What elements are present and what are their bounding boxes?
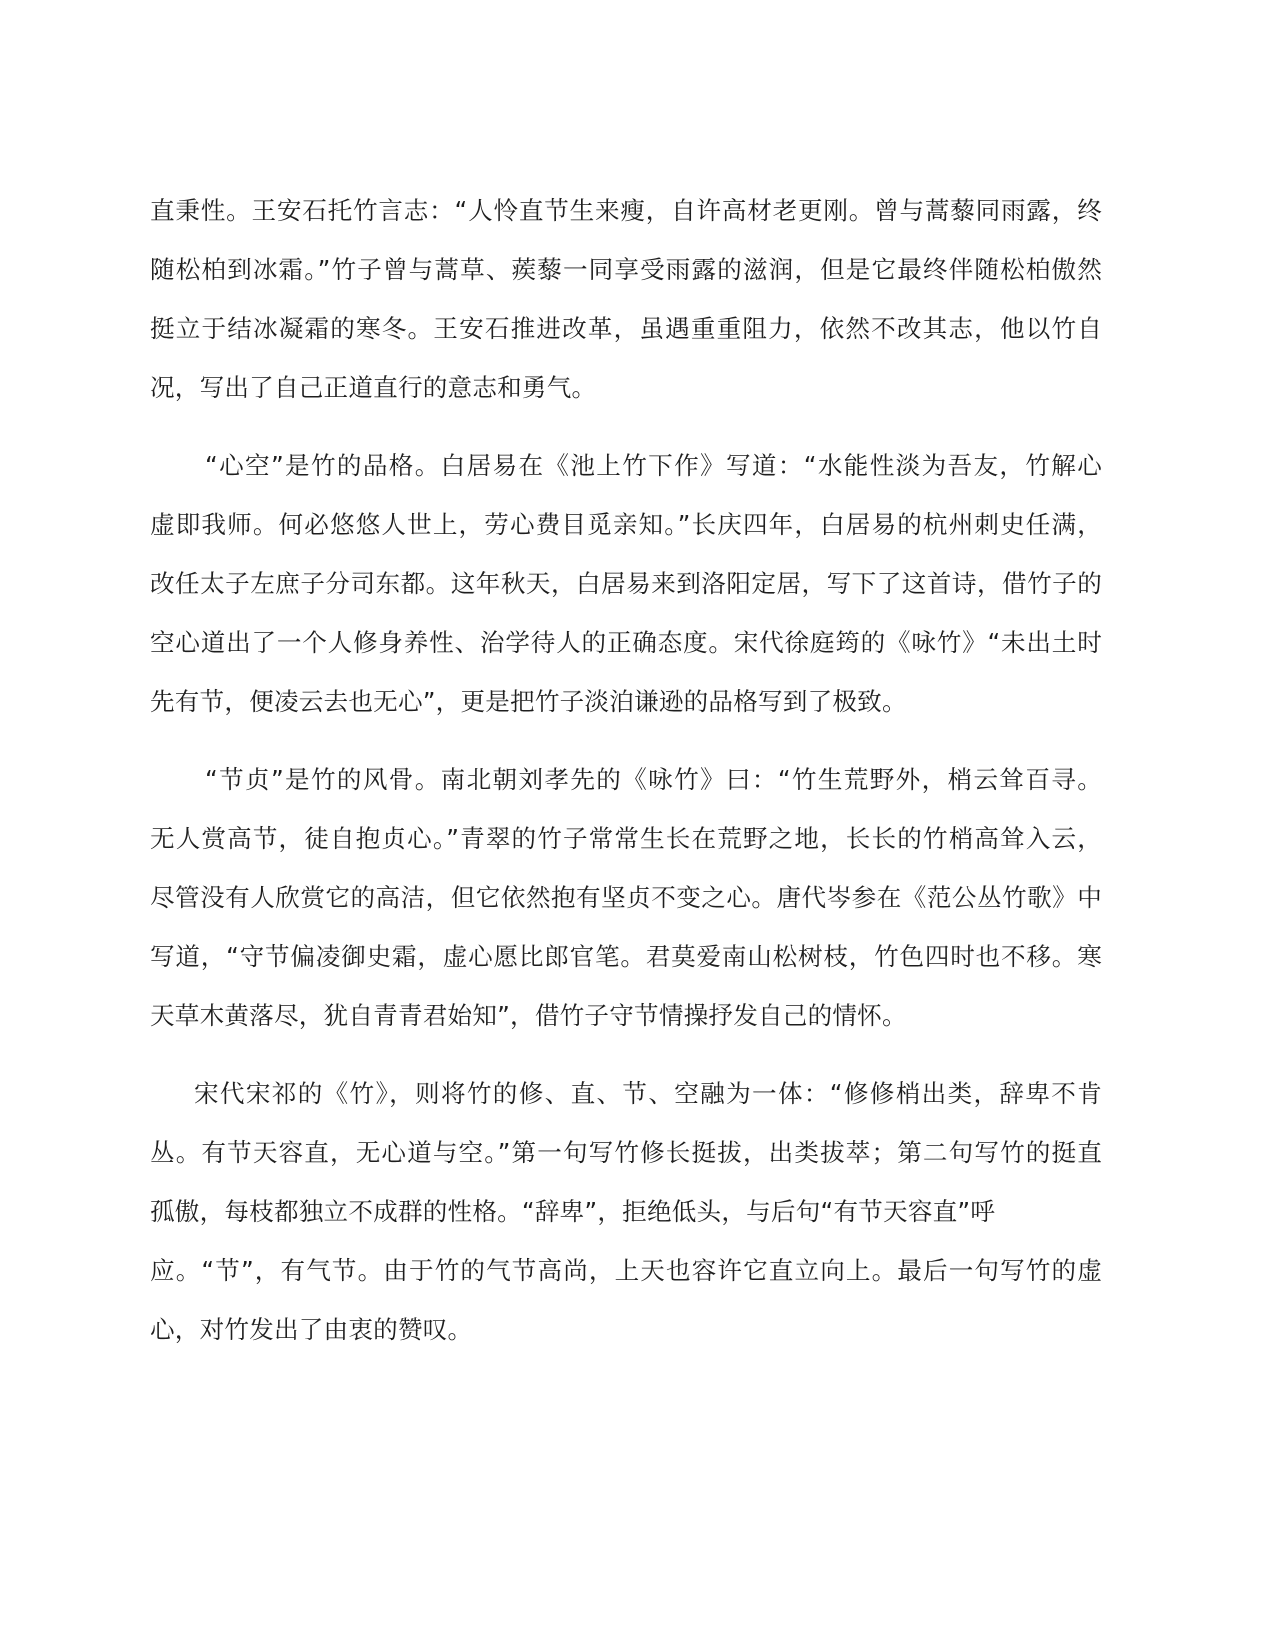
paragraph-line: 丛。有节天容直，无心道与空。”第一句写竹修长挺拔，出类拔萃；第二句写竹的挺直: [150, 1138, 1102, 1167]
paragraph-line: 直秉性。王安石托竹言志：“人怜直节生来瘦，自许高材老更刚。曾与蒿藜同雨露，终: [150, 196, 1102, 225]
paragraph-line: 虚即我师。何必悠悠人世上，劳心费目觅亲知。”长庆四年，白居易的杭州刺史任满，: [150, 510, 1102, 539]
paragraph-line: 无人赏高节，徒自抱贞心。”青翠的竹子常常生长在荒野之地，长长的竹梢高耸入云，: [150, 824, 1102, 853]
paragraph-line: 挺立于结冰凝霜的寒冬。王安石推进改革，虽遇重重阻力，依然不改其志，他以竹自: [150, 314, 1102, 343]
paragraph-line: “节贞”是竹的风骨。南北朝刘孝先的《咏竹》曰：“竹生荒野外，梢云耸百寻。: [205, 765, 1102, 794]
paragraph-line: “心空”是竹的品格。白居易在《池上竹下作》写道：“水能性淡为吾友，竹解心: [205, 451, 1102, 480]
paragraph-line: 应。“节”，有气节。由于竹的气节高尚，上天也容许它直立向上。最后一句写竹的虚: [150, 1256, 1102, 1285]
paragraph-line: 写道，“守节偏凌御史霜，虚心愿比郎官笔。君莫爱南山松树枝，竹色四时也不移。寒: [150, 942, 1102, 971]
paragraph-line: 宋代宋祁的《竹》，则将竹的修、直、节、空融为一体：“修修梢出类，辞卑不肯: [194, 1079, 1102, 1108]
paragraph-line: 况，写出了自己正道直行的意志和勇气。: [150, 373, 597, 402]
paragraph-line: 空心道出了一个人修身养性、治学待人的正确态度。宋代徐庭筠的《咏竹》“未出土时: [150, 628, 1102, 657]
paragraph-line: 心，对竹发出了由衷的赞叹。: [150, 1315, 473, 1344]
paragraph-line: 尽管没有人欣赏它的高洁，但它依然抱有坚贞不变之心。唐代岑参在《范公丛竹歌》中: [150, 883, 1102, 912]
paragraph-line: 天草木黄落尽，犹自青青君始知”，借竹子守节情操抒发自己的情怀。: [150, 1001, 907, 1030]
paragraph-line: 孤傲，每枝都独立不成群的性格。“辞卑”，拒绝低头，与后句“有节天容直”呼: [150, 1197, 996, 1226]
paragraph-line: 随松柏到冰霜。”竹子曾与蒿草、蒺藜一同享受雨露的滋润，但是它最终伴随松柏傲然: [150, 255, 1102, 284]
paragraph-line: 改任太子左庶子分司东都。这年秋天，白居易来到洛阳定居，写下了这首诗，借竹子的: [150, 569, 1102, 598]
document-body: [150, 190, 1102, 1368]
paragraph-line: 先有节，便凌云去也无心”，更是把竹子淡泊谦逊的品格写到了极致。: [150, 687, 907, 716]
